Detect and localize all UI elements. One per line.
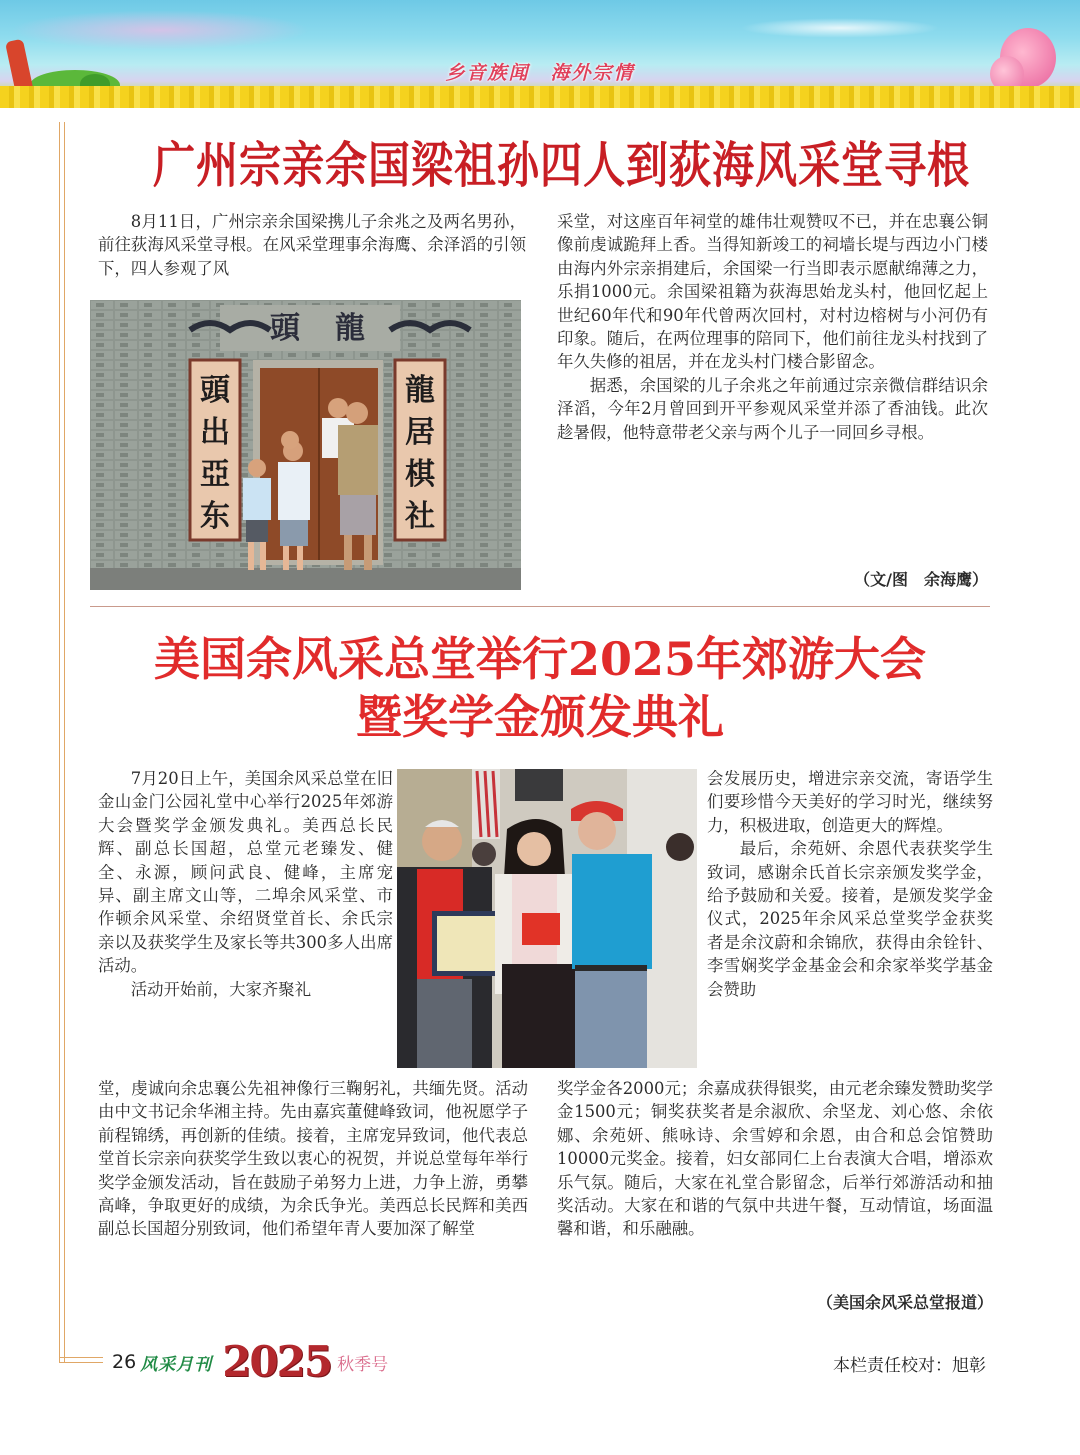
article1-headline: 广州宗亲余国梁祖孙四人到荻海风采堂寻根	[153, 137, 971, 194]
article-divider	[90, 606, 990, 607]
article2-byline: （美国余风采总堂报道）	[816, 1293, 993, 1312]
article2-photo	[397, 769, 697, 1068]
proofreader-credit: 本栏责任校对：旭彰	[833, 1356, 986, 1376]
svg-text:棋: 棋	[405, 457, 435, 492]
article1-paragraph: 采堂，对这座百年祠堂的雄伟壮观赞叹不已，并在忠襄公铜像前虔诚跪拜上香。当得知新竣工的祠墙长堤与西边小门楼由海内外宗亲捐建后，余国梁一行当即表示愿献绵薄之力，乐捐1000元。余国梁祖籍为荻海思始龙头村，他回忆起上世纪60年代和90年代曾两次回村，对村边榕树与小河仍有印象。随后，在两位理事的陪同下，他们前往龙头村找到了年久失修的祖居，并在龙头村门楼合影留念。	[557, 212, 988, 372]
article2-right-column	[707, 767, 993, 1001]
section-title: 乡音族闻 海外宗情	[445, 62, 635, 84]
svg-text:居: 居	[405, 415, 435, 450]
banner-flower-field	[0, 86, 1080, 108]
article1-byline: （文/图 余海鹰）	[854, 570, 988, 589]
article1-paragraph: 8月11日，广州宗亲余国梁携儿子余兆之及两名男孙，前往荻海风采堂寻根。在风采堂理事余海鹰、余泽滔的引领下，四人参观了风	[98, 212, 526, 278]
article2-headline-line1: 美国余风采总堂举行2025年郊游大会	[153, 632, 927, 686]
decorative-vertical-rule	[59, 122, 65, 1362]
article1-right-column	[557, 210, 988, 444]
svg-text:社: 社	[405, 499, 435, 534]
article1-paragraph: 据悉，余国梁的儿子余兆之年前通过宗亲微信群结识余泽滔，今年2月曾回到开平参观风采堂并添了香油钱。此次趁暑假，他特意带老父亲与两个儿子一同回乡寻根。	[557, 375, 988, 442]
article1-photo	[90, 300, 521, 590]
article2-paragraph: 堂，虔诚向余忠襄公先祖神像行三鞠躬礼，共缅先贤。活动由中文书记余华湘主持。先由嘉宾董健峰致词，他祝愿学子前程锦绣，再创新的佳绩。接着，主席宠异致词，他代表总堂首长宗亲向获奖学生致以衷心的祝贺，并说总堂每年举行奖学金颁发活动，旨在鼓励子弟努力上进，力争上游，勇攀高峰，争取更好的成绩，为余氏争光。美西总长民辉和美西副总长国超分别致词，他们希望年青人要加深了解堂	[98, 1079, 528, 1239]
banner-cloud	[10, 10, 310, 50]
svg-text:頭: 頭	[200, 373, 230, 408]
article2-photo-image	[397, 769, 697, 1068]
svg-text:亞: 亞	[200, 457, 230, 492]
article2-paragraph: 7月20日上午，美国余风采总堂在旧金山金门公园礼堂中心举行2025年郊游大会暨奖学金颁发典礼。美西总长民辉、副总长国超，总堂元老臻发、健全、永源，顾问武良、健峰，主席宠异、副主席文山等，二埠余风采堂、市作顿余风采堂、余绍贤堂首长、余氏宗亲以及获奖学生及家长等共300多人出席活动。	[98, 769, 393, 976]
page-footer	[112, 1337, 389, 1386]
page-number: 26	[112, 1351, 137, 1373]
article2-paragraph-start: 活动开始前，大家齐聚礼	[130, 979, 312, 999]
issue-year: 2025	[222, 1337, 332, 1386]
svg-text:东: 东	[200, 499, 230, 534]
article1-photo-image	[90, 300, 521, 590]
svg-text:龍: 龍	[405, 373, 435, 408]
article2-paragraph: 奖学金各2000元；余嘉成获得银奖，由元老余臻发赞助奖学金1500元；铜奖获奖者是余淑欣、余坚龙、刘心悠、余依娜、余苑妍、熊咏诗、余雪婷和余恩，由合和总会馆赞助10000元奖金。接着，妇女部同仁上台表演大合唱，增添欢乐气氛。随后，大家在礼堂合影留念，后举行郊游活动和抽奖活动。大家在和谐的气氛中共进午餐，互动情谊，场面温馨和谐，和乐融融。	[557, 1079, 993, 1239]
article2-paragraph: 会发展历史，增进宗亲交流，寄语学生们要珍惜今天美好的学习时光，继续努力，积极进取，创造更大的辉煌。	[707, 769, 993, 835]
section-banner	[0, 0, 1080, 108]
article2-headline-line2: 暨奖学金颁发典礼	[356, 690, 724, 744]
svg-text:頭: 頭	[270, 311, 300, 346]
svg-text:出: 出	[200, 415, 230, 450]
svg-text:龍: 龍	[335, 311, 365, 346]
article2-left-column	[98, 767, 393, 1001]
decorative-foot-rule	[59, 1357, 103, 1363]
magazine-name: 风采月刊	[140, 1354, 213, 1375]
banner-cloud	[740, 18, 940, 38]
article2-headline	[90, 630, 990, 746]
issue-season: 秋季号	[337, 1354, 389, 1375]
article2-paragraph: 最后，余苑妍、余恩代表获奖学生致词，感谢余氏首长宗亲颁发奖学金，给予鼓励和关爱。接着，是颁发奖学金仪式，2025年余风采总堂奖学金获奖者是余汶蔚和余锦欣，获得由余铨针、李雪娴奖学金基金会和余家举奖学基金会赞助	[707, 839, 993, 999]
